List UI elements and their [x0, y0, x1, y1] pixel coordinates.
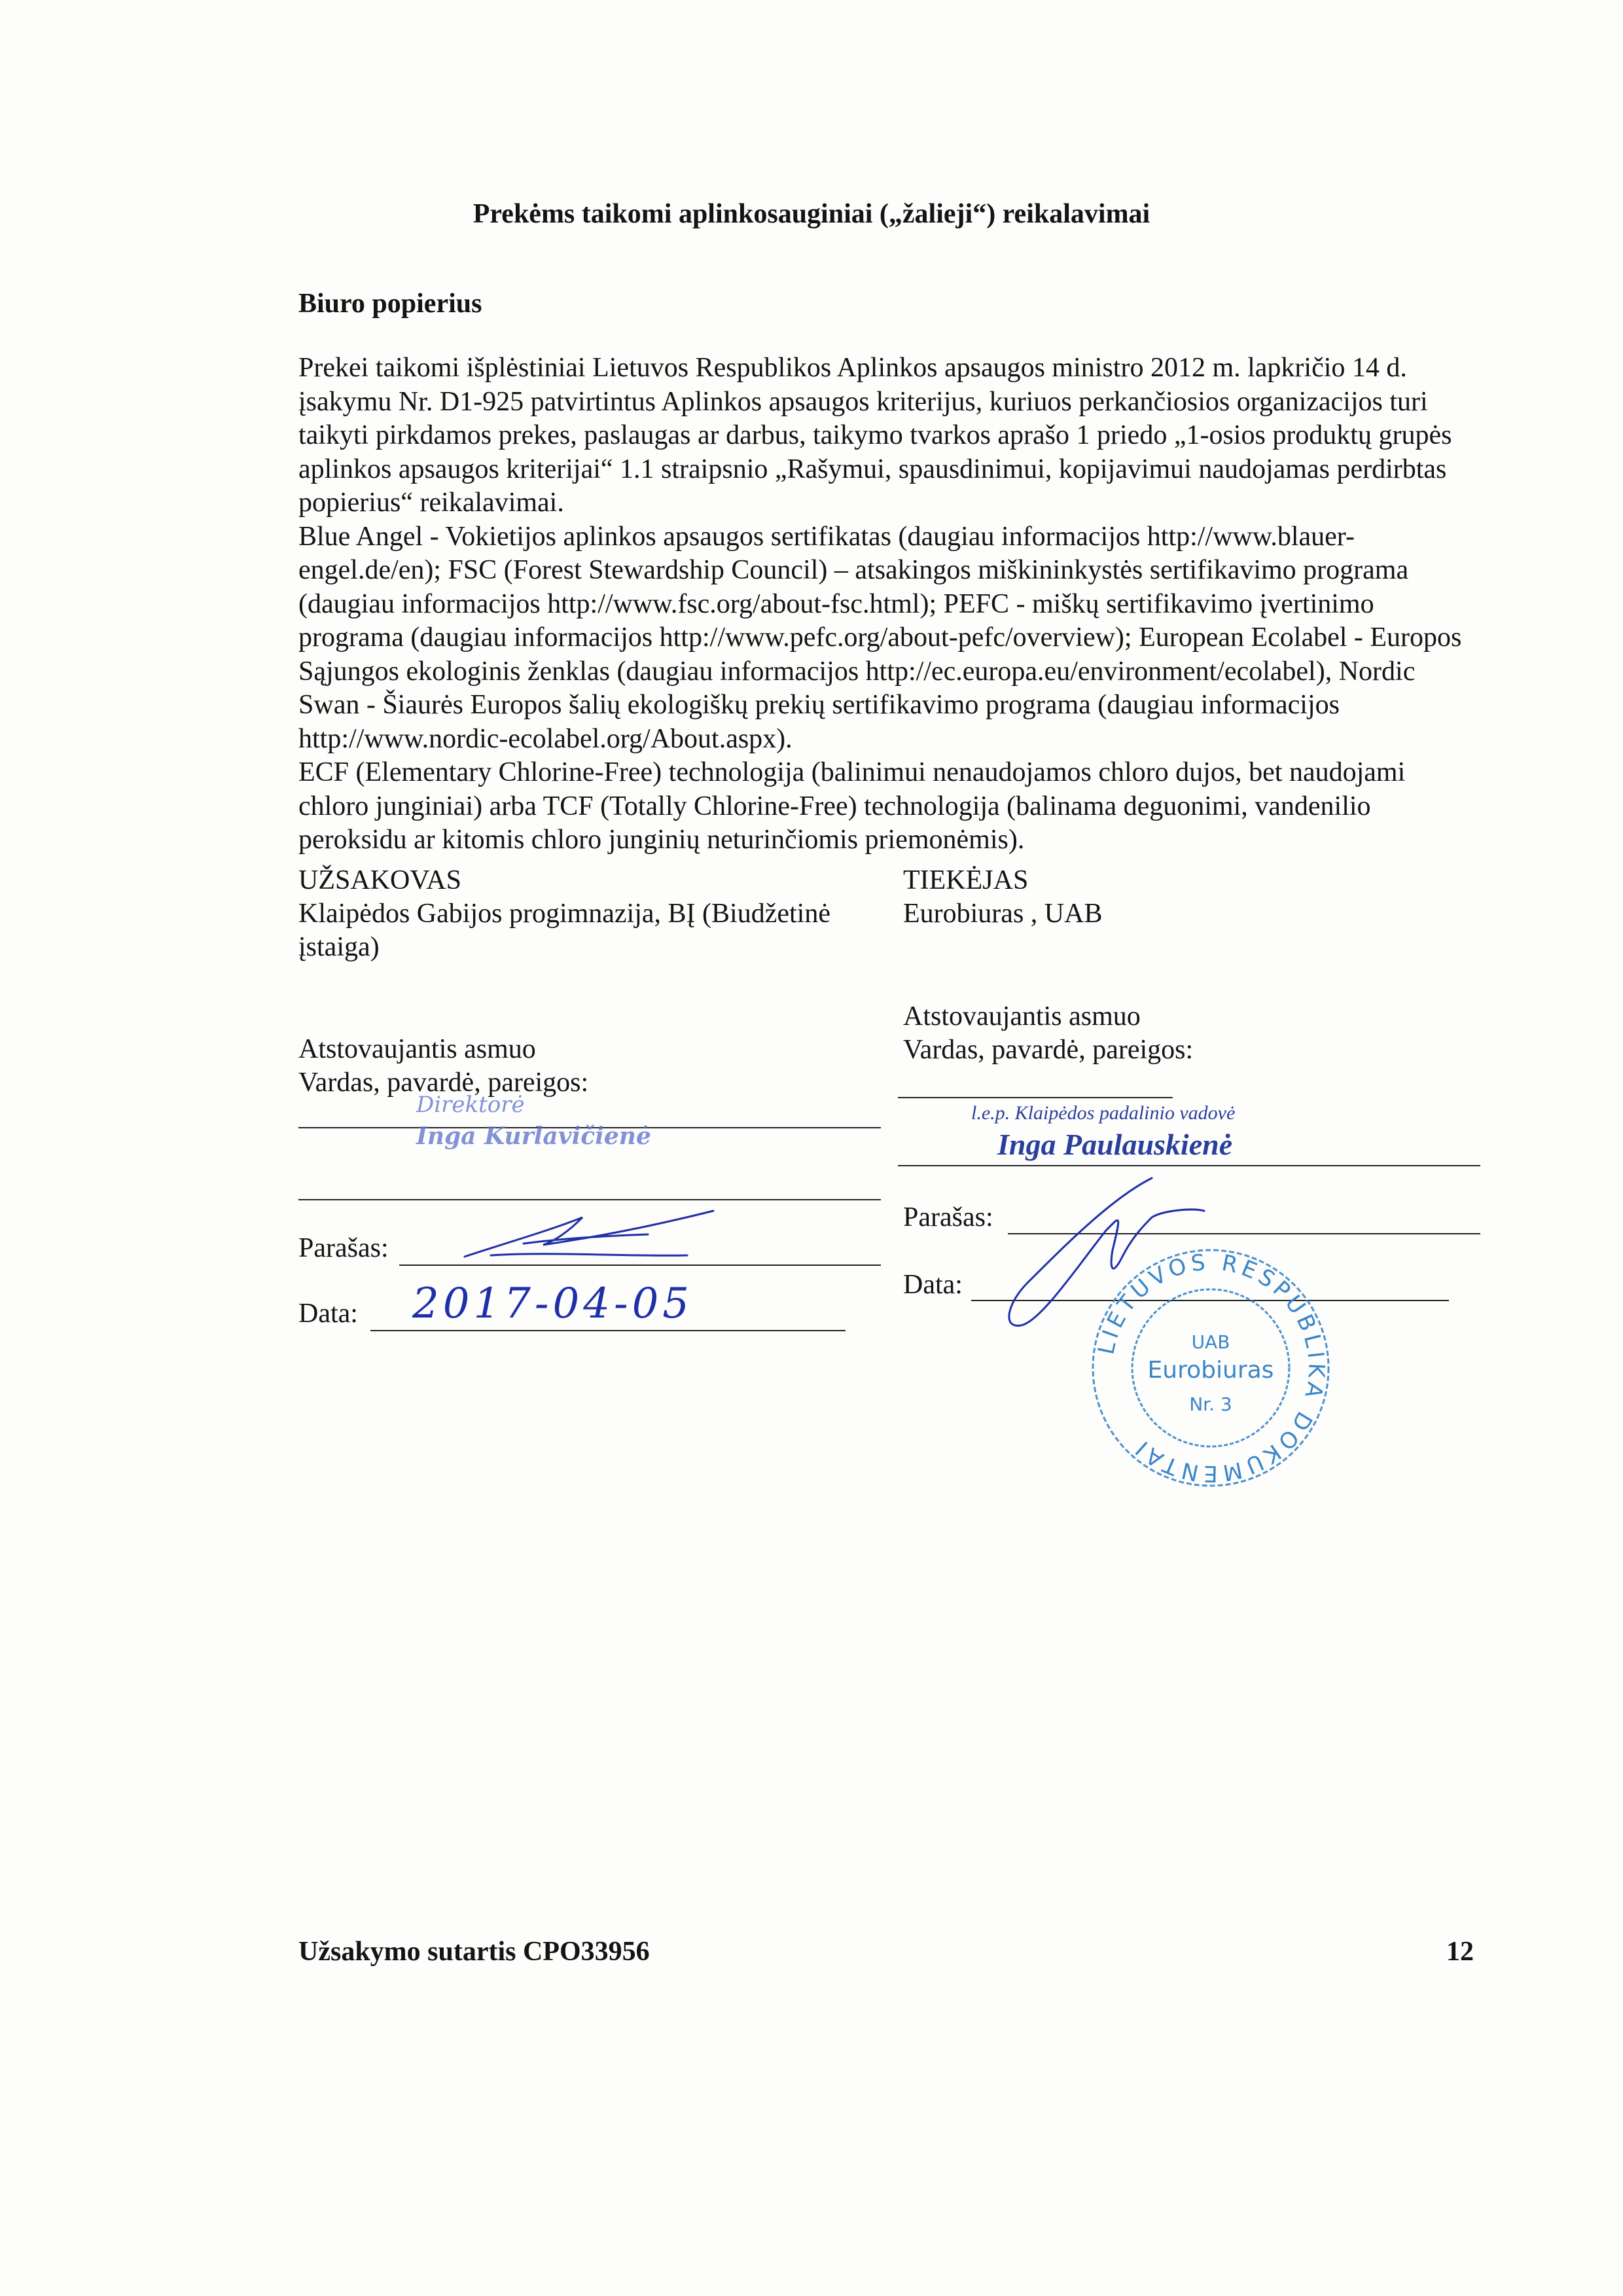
seal-uab: UAB — [1191, 1331, 1230, 1353]
customer-fields-label: Vardas, pavardė, pareigos: — [298, 1067, 589, 1098]
page-title: Prekėms taikomi aplinkosauginiai („žalieji“) reikalavimai — [473, 199, 1150, 229]
customer-signature-scribble — [452, 1204, 726, 1270]
page-number: 12 — [1446, 1937, 1474, 1967]
customer-handwritten-position: Direktorė — [416, 1092, 525, 1118]
supplier-name-line — [898, 1165, 1480, 1166]
paragraph-bleaching: ECF (Elementary Chlorine-Free) technologija (balinimui nenaudojamos chloro dujos, bet naudojami chloro junginiai) arba TCF (Totally Chlorine-Free) technologija (balinama deguonimi, vandenilio peroksidu ar kitomis chloro junginių neturinčiomis priemonėmis). — [298, 757, 1406, 855]
section-title: Biuro popierius — [298, 289, 482, 319]
supplier-date-label: Data: — [903, 1270, 963, 1300]
supplier-rep-label: Atstovaujantis asmuo — [903, 1001, 1141, 1031]
customer-name: Klaipėdos Gabijos progimnazija, BĮ (Biudžetinė įstaiga) — [298, 899, 830, 962]
customer-date-label: Data: — [298, 1299, 358, 1329]
customer-rep-label: Atstovaujantis asmuo — [298, 1034, 536, 1064]
customer-signature-label: Parašas: — [298, 1233, 389, 1263]
customer-handwritten-name: Inga Kurlavičienė — [416, 1122, 651, 1150]
supplier-signature-label: Parašas: — [903, 1202, 993, 1232]
supplier-fields-label: Vardas, pavardė, pareigos: — [903, 1035, 1194, 1065]
supplier-position-stamp: l.e.p. Klaipėdos padalinio vadovė — [971, 1102, 1236, 1124]
customer-extra-line — [298, 1199, 881, 1200]
customer-date-line — [370, 1330, 846, 1331]
paragraph-certificates: Blue Angel - Vokietijos aplinkos apsaugos sertifikatas (daugiau informacijos http://www.blauer-engel.de/en); FSC (Forest Stewardship Council) – atsakingos miškininkystės sertifikavimo programa (daugiau informacijos http://www.fsc.org/about-fsc.html); PEFC - miškų sertifikavimo įvertinimo programa (daugiau informacijos http://www.pefc.org/about-pefc/overview); European Ecolabel - Europos Sąjungos ekologinis ženklas (daugiau informacijos http://ec.europa.eu/environment/ecolabel), Nordic Swan - Šiaurės Europos šalių ekologiškų prekių sertifikavimo programa (daugiau informacijos http://www.nordic-ecolabel.org/About.aspx). — [298, 521, 1462, 754]
supplier-short-line — [898, 1097, 1173, 1098]
requirements-text — [298, 351, 1476, 857]
supplier-heading: TIEKĖJAS — [903, 865, 1029, 895]
seal-number: Nr. 3 — [1189, 1393, 1232, 1415]
supplier-name: Eurobiuras , UAB — [903, 899, 1103, 929]
seal-outer-text: LIETUVOS RESPUBLIKA DOKUMENTAI — [1093, 1249, 1330, 1487]
customer-handwritten-date: 2017-04-05 — [412, 1280, 693, 1328]
paragraph-criteria: Prekei taikomi išplėstiniai Lietuvos Respublikos Aplinkos apsaugos ministro 2012 m. lapkričio 14 d. įsakymu Nr. D1-925 patvirtintus Aplinkos apsaugos kriterijus, kuriuos perkančiosios organizacijos turi taikyti pirkdamos prekes, paslaugas ar darbus, taikymo tvarkos aprašo 1 priedo „1-osios produktų grupės aplinkos apsaugos kriterijai“ 1.1 straipsnio „Rašymui, spausdinimui, kopijavimui naudojamas perdirbtas popierius“ reikalavimai. — [298, 353, 1452, 518]
supplier-name-stamp: Inga Paulauskienė — [997, 1128, 1233, 1161]
seal-company: Eurobiuras — [1147, 1357, 1274, 1384]
footer-contract: Užsakymo sutartis CPO33956 — [298, 1937, 650, 1967]
customer-heading: UŽSAKOVAS — [298, 865, 461, 895]
company-seal — [1086, 1244, 1335, 1492]
